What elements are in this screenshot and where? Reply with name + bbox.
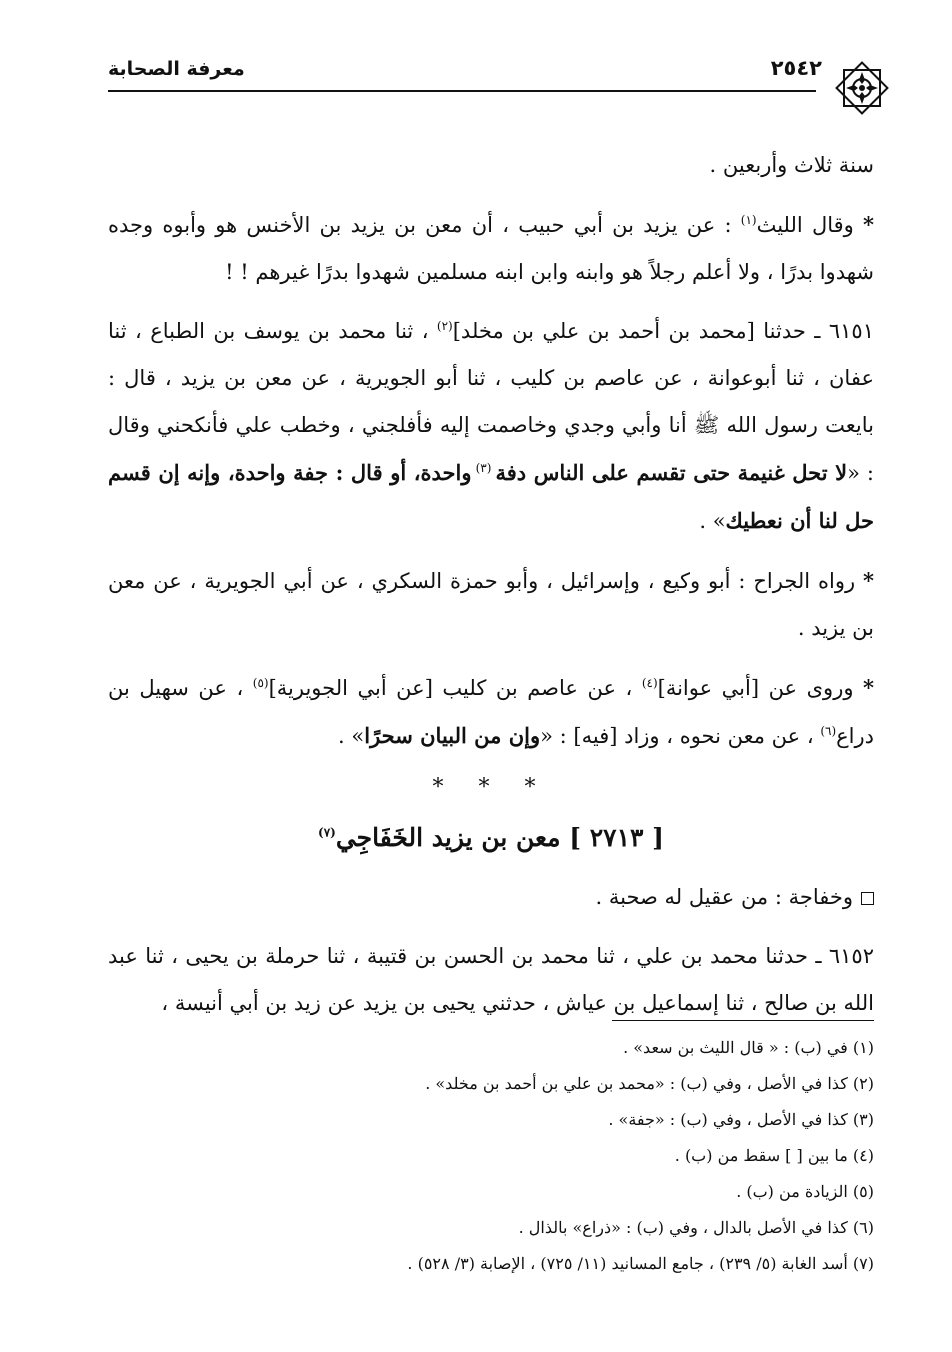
footnote-item: (٢) كذا في الأصل ، وفي (ب) : «محمد بن علي بن أحمد بن مخلد» . xyxy=(425,1074,874,1093)
footnote-item: (١) في (ب) : « قال الليث بن سعد» . xyxy=(623,1038,874,1057)
paragraph-3-end: » . xyxy=(699,509,726,533)
paragraph-7 xyxy=(108,933,874,1027)
book-title: معرفة الصحابة xyxy=(108,58,245,80)
footnote-ref-3: (٣) xyxy=(471,461,496,475)
footnote-item: (٥) الزيادة من (ب) . xyxy=(736,1182,874,1201)
star-bullet: * xyxy=(863,212,874,237)
star-bullet: * xyxy=(863,568,874,593)
paragraph-5-text-b: ، عن عاصم بن كليب [عن أبي الجويرية] xyxy=(268,676,642,700)
paragraph-4 xyxy=(108,557,874,652)
footnote-rule xyxy=(612,1020,874,1021)
paragraph-2-text-a: وقال الليث xyxy=(756,213,854,237)
paragraph-3-text-a: ٦١٥١ ـ حدثنا [محمد بن أحمد بن علي بن مخلد] xyxy=(452,319,874,343)
paragraph-3 xyxy=(108,308,874,545)
footnote-ref-4: (٤) xyxy=(641,676,658,690)
hadith-text-3: وإن من البيان سحرًا xyxy=(364,723,541,748)
footnote-ref-7: (٧) xyxy=(318,825,336,840)
paragraph-1 xyxy=(108,142,874,189)
footnote-item: (٧) أسد الغابة (٥/ ٢٣٩) ، جامع المسانيد (١١/ ٧٢٥) ، الإصابة (٣/ ٥٢٨) . xyxy=(407,1254,874,1273)
footnote-ref-5: (٥) xyxy=(252,676,269,690)
paragraph-3-text-b: ، ثنا محمد بن يوسف بن الطباع ، ثنا عفان ، ثنا أبوعوانة ، عن عاصم بن كليب ، ثنا أبو الجويرية ، عن معن بن يزيد ، قال : بايعت رسول الله ﷺ أنا وأبي وجدي وخاصمت إليه فأفلجني ، وخطب علي فأنكحني وقال : « xyxy=(108,319,874,485)
paragraph-5-text-c: ، عن سهيل بن دراع xyxy=(108,676,874,748)
footnote-item: (٦) كذا في الأصل بالدال ، وفي (ب) : «ذراع» بالذال . xyxy=(518,1218,874,1237)
footnote-item: (٣) كذا في الأصل ، وفي (ب) : «جفة» . xyxy=(608,1110,874,1129)
footnotes-list xyxy=(108,1030,874,1282)
paragraph-5 xyxy=(108,664,874,760)
footnote-ref-1: (١) xyxy=(740,213,757,227)
page-number: ٢٥٤٢ xyxy=(770,56,822,80)
hadith-text-2: واحدة، أو قال : جفة واحدة، وإنه إن قسم حل لنا أن نعطيك xyxy=(108,460,874,533)
star-ornament-icon xyxy=(832,58,892,118)
footnote-item: (٤) ما بين [ ] سقط من (ب) . xyxy=(674,1146,874,1165)
section-separator: * * * xyxy=(432,775,550,800)
footnote-ref-6: (٦) xyxy=(820,724,837,738)
section-heading xyxy=(108,812,874,864)
square-bullet-icon xyxy=(861,892,874,905)
hadith-text-1: لا تحل غنيمة حتى تقسم على الناس دفة xyxy=(495,460,848,485)
paragraph-1-text: سنة ثلاث وأربعين . xyxy=(709,153,874,177)
main-text xyxy=(108,142,874,1039)
paragraph-5-end: » . xyxy=(338,724,365,748)
paragraph-6-text: وخفاجة : من عقيل له صحبة . xyxy=(595,885,853,909)
star-bullet: * xyxy=(863,675,874,700)
paragraph-2 xyxy=(108,201,874,296)
paragraph-6 xyxy=(108,874,874,921)
footnote-ref-2: (٢) xyxy=(436,319,453,333)
header-rule xyxy=(108,90,816,92)
paragraph-2-text-b: : عن يزيد بن أبي حبيب ، أن معن بن يزيد بن الأخنس هو وأبوه وجده شهدوا بدرًا ، ولا أعلم رجلاً هو وابنه وابن ابنه مسلمين شهدوا بدرًا غيرهم ! ! xyxy=(108,213,874,284)
paragraph-5-text-d: ، عن معن نحوه ، وزاد [فيه] : « xyxy=(540,724,821,748)
paragraph-7-text: ٦١٥٢ ـ حدثنا محمد بن علي ، ثنا محمد بن الحسن بن قتيبة ، ثنا حرملة بن يحيى ، ثنا عبد الله بن صالح ، ثنا إسماعيل بن عياش ، حدثني يحيى بن يزيد عن زيد بن أبي أنيسة ، xyxy=(108,944,874,1015)
page-header xyxy=(108,52,874,92)
paragraph-4-text: رواه الجراح : أبو وكيع ، وإسرائيل ، وأبو حمزة السكري ، عن أبي الجويرية ، عن معن بن يزيد . xyxy=(108,569,874,640)
section-heading-text: [ ٢٧١٣ ] معن بن يزيد الخَفَاجِي xyxy=(335,823,664,852)
paragraph-5-text-a: وروى عن [أبي عوانة] xyxy=(657,676,854,700)
